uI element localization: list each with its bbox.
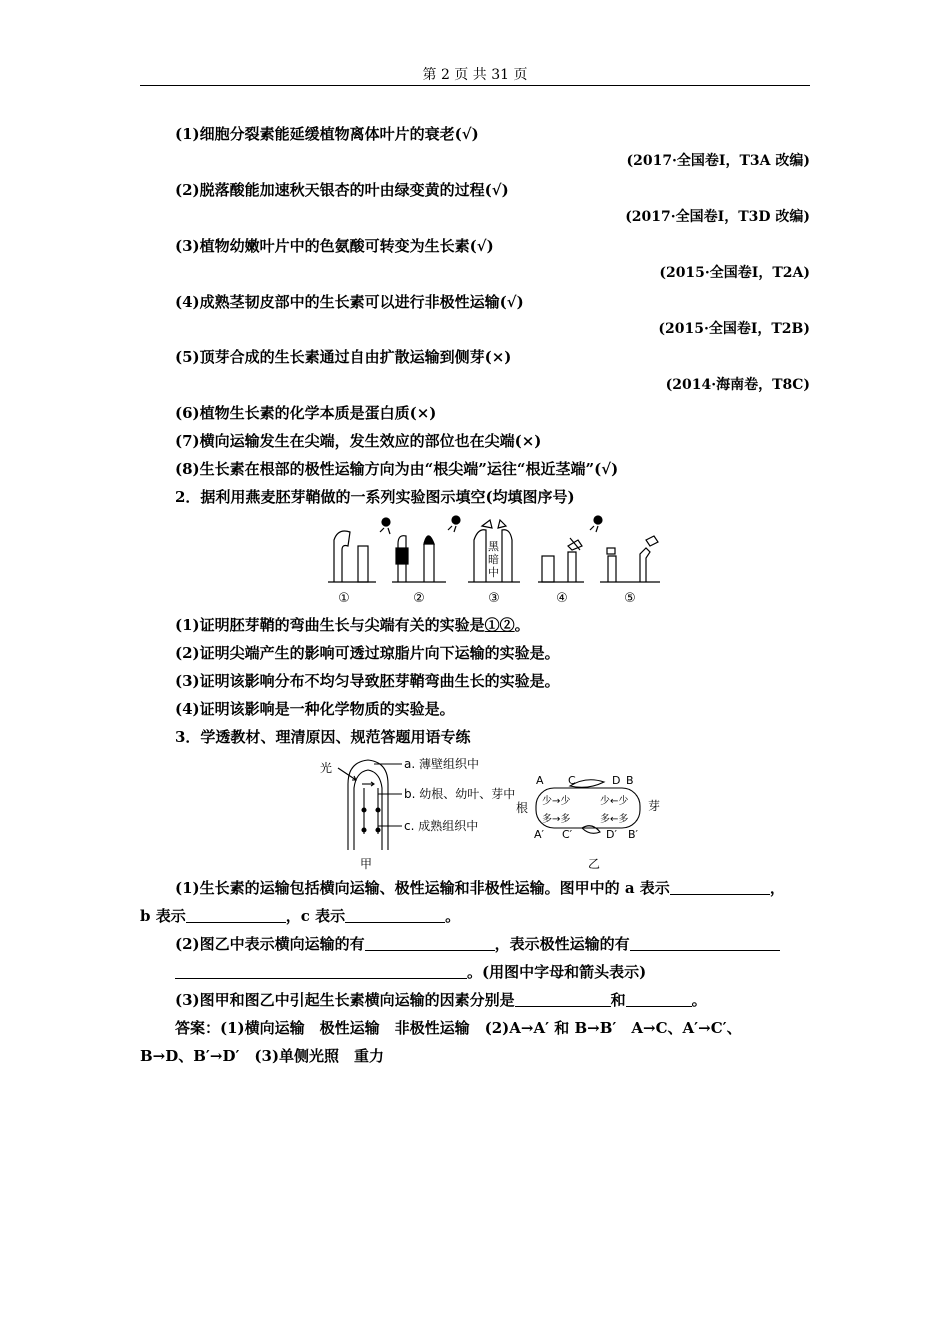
jia-caption: 甲 [359,857,373,871]
jia-label-a: a. 薄壁组织中 [404,757,479,771]
q3-p2-line2 [175,962,646,982]
q3-p3-end: 。 [691,991,707,1009]
judgment-3: (3)植物幼嫩叶片中的色氨酸可转变为生长素(√) [175,237,494,255]
judgment-7: (7)横向运输发生在尖端，发生效应的部位也在尖端(×) [175,432,542,450]
yi-C2: C′ [562,828,573,841]
q3-p1-a: (1)生长素的运输包括横向运输、极性运输和非极性运输。图甲中的 a 表示 [175,879,670,897]
fig-label-4: ④ [556,591,568,606]
q3-p2-end: 。(用图中字母和箭头表示) [467,963,647,981]
blank-factor-1[interactable] [515,990,611,1007]
judgment-4-source: (2015·全国卷Ⅰ，T2B) [658,321,810,337]
q2-item-1-prefix: (1)证明胚芽鞘的弯曲生长与尖端有关的实验是 [175,616,485,634]
q3-p1-line1 [175,878,785,898]
yi-B: B [626,774,634,787]
fig-label-3: ③ [488,591,500,606]
q3-p1-c: ，c 表示 [285,907,346,925]
q3-p2-b: ，表示极性运输的有 [494,935,630,953]
yi-D2: D′ [606,828,617,841]
answer-line-2: B→D、B′→D′ (3)单侧光照 重力 [140,1047,385,1065]
yi-many-right: 多←多 [600,814,629,825]
q3-p1-b: b 表示 [140,907,186,925]
blank-polar-2[interactable] [175,962,467,979]
blank-a[interactable] [670,878,770,895]
fig-label-2: ② [413,591,425,606]
fig-label-5: ⑤ [624,591,636,606]
judgment-4: (4)成熟茎韧皮部中的生长素可以进行非极性运输(√) [175,293,524,311]
yi-A2: A′ [534,828,545,841]
blank-b[interactable] [186,906,286,923]
judgment-2: (2)脱落酸能加速秋天银杏的叶由绿变黄的过程(√) [175,181,509,199]
judgment-1: (1)细胞分裂素能延缓植物离体叶片的衰老(√) [175,125,479,143]
judgment-1-source: (2017·全国卷Ⅰ，T3A 改编) [626,153,810,169]
judgment-8: (8)生长素在根部的极性运输方向为由“根尖端”运往“根近茎端”(√) [175,460,619,478]
yi-D: D [612,774,621,787]
yi-few-left: 少→少 [542,796,571,807]
judgment-2-source: (2017·全国卷Ⅰ，T3D 改编) [625,209,810,225]
judgment-5-source: (2014·海南卷，T8C) [665,377,810,393]
q3-title: 3．学透教材、理清原因、规范答题用语专练 [175,728,471,746]
yi-caption: 乙 [587,857,601,871]
q3-p2-a: (2)图乙中表示横向运输的有 [175,935,365,953]
judgment-3-source: (2015·全国卷Ⅰ，T2A) [659,265,810,281]
blank-c[interactable] [345,906,445,923]
yi-many-left: 多→多 [542,814,571,825]
jia-label-b: b. 幼根、幼叶、芽中 [404,787,516,801]
dark-label: 黑暗中 [488,540,499,579]
yi-bud-label: 芽 [648,799,661,813]
yi-C: C [568,774,576,787]
jia-label-c: c. 成熟组织中 [404,819,479,833]
yi-B2: B′ [628,828,639,841]
header-rule [140,85,810,86]
blank-factor-2[interactable] [626,990,692,1007]
coleoptile-experiments-figure [320,510,670,610]
q2-item-3: (3)证明该影响分布不均匀导致胚芽鞘弯曲生长的实验是。 [175,672,560,690]
figure-jia [316,754,516,874]
q3-p2-line1 [175,934,780,954]
q2-item-2: (2)证明尖端产生的影响可透过琼脂片向下运输的实验是。 [175,644,560,662]
yi-A: A [536,774,544,787]
q3-p1-end: 。 [445,907,461,925]
q3-p3-a: (3)图甲和图乙中引起生长素横向运输的因素分别是 [175,991,515,1009]
blank-lateral[interactable] [365,934,495,951]
q3-p3 [175,990,707,1010]
q2-item-1-answer: ①② [484,616,515,634]
judgment-6: (6)植物生长素的化学本质是蛋白质(×) [175,404,437,422]
q2-title: 2．据利用燕麦胚芽鞘做的一系列实验图示填空(均填图序号) [175,488,575,506]
figure-yi [510,772,670,874]
q3-p1-line2 [140,906,460,926]
q3-p3-and: 和 [610,991,626,1009]
yi-few-right: 少←少 [600,796,629,807]
yi-root-label: 根 [516,801,529,815]
q3-p1-comma: ， [769,879,785,897]
page-header: 第 2 页 共 31 页 [422,67,528,83]
q2-item-4: (4)证明该影响是一种化学物质的实验是。 [175,700,455,718]
blank-polar-1[interactable] [630,934,780,951]
q2-item-1-suffix: 。 [514,616,530,634]
q2-item-1 [175,615,530,635]
judgment-5: (5)顶芽合成的生长素通过自由扩散运输到侧芽(×) [175,348,512,366]
jia-light-label: 光 [320,761,333,775]
fig-label-1: ① [338,591,350,606]
answer-line-1: 答案：(1)横向运输 极性运输 非极性运输 (2)A→A′ 和 B→B′ A→C、A′→C′、 [175,1019,742,1037]
